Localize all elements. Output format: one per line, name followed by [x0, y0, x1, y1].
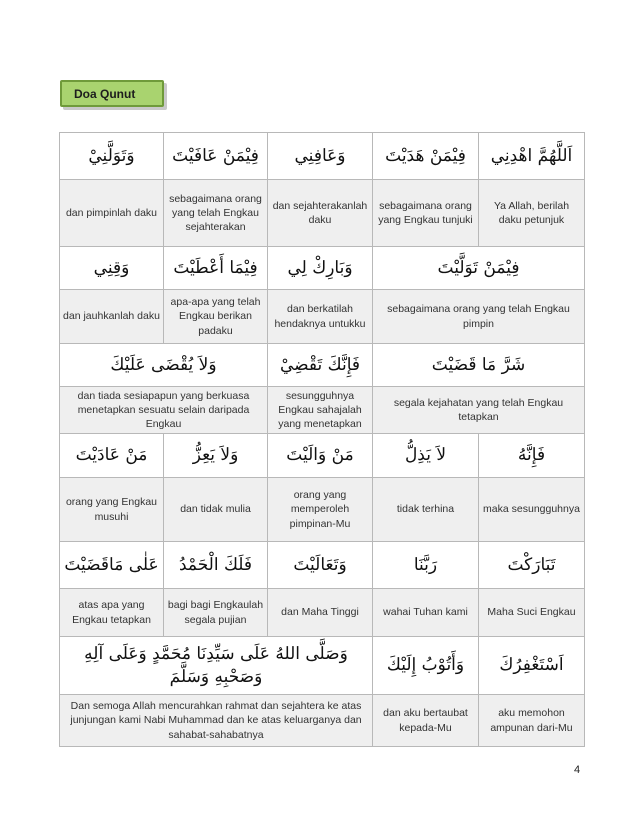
meaning-text: dan sejahterakanlah daku	[268, 180, 373, 247]
meaning-row	[60, 180, 585, 247]
meaning-text: sebagaimana orang yang Engkau tunjuki	[373, 180, 479, 247]
meaning-text: Maha Suci Engkau	[479, 589, 585, 637]
arabic-text: فِيْمَنْ عَافَيْتَ	[164, 133, 268, 180]
arabic-text: وَقِنِي	[60, 247, 164, 290]
meaning-text: dan Maha Tinggi	[268, 589, 373, 637]
meaning-row	[60, 695, 585, 747]
arabic-text: وَعَافِنِي	[268, 133, 373, 180]
meaning-row	[60, 478, 585, 542]
arabic-text: وَتَوَلَّنِيْ	[60, 133, 164, 180]
meaning-text: tidak terhina	[373, 478, 479, 542]
meaning-row	[60, 387, 585, 434]
arabic-text: اَللَّهُمَّ اهْدِنِي	[479, 133, 585, 180]
meaning-text: segala kejahatan yang telah Engkau tetapkan	[373, 387, 585, 434]
arabic-row	[60, 133, 585, 180]
meaning-text: aku memohon ampunan dari-Mu	[479, 695, 585, 747]
meaning-text: apa-apa yang telah Engkau berikan padaku	[164, 290, 268, 344]
arabic-row	[60, 542, 585, 589]
arabic-row	[60, 247, 585, 290]
page-number: 4	[574, 764, 581, 776]
meaning-text: sebagaimana orang yang telah Engkau sejahterakan	[164, 180, 268, 247]
meaning-text: orang yang memperoleh pimpinan-Mu	[268, 478, 373, 542]
meaning-text: Ya Allah, berilah daku petunjuk	[479, 180, 585, 247]
meaning-text: sebagaimana orang yang telah Engkau pimpin	[373, 290, 585, 344]
arabic-text: لاَ يَذِلُّ	[373, 434, 479, 478]
arabic-row	[60, 434, 585, 478]
section-label: Doa Qunut	[60, 80, 164, 107]
arabic-text: فِيْمَا أَعْطَيْتَ	[164, 247, 268, 290]
arabic-text: وَبَارِكْ لِي	[268, 247, 373, 290]
arabic-text: وَصَلَّى اللهُ عَلَى سَيِّدِنَا مُحَمَّدٍ وَعَلَى آلِهِ وَصَحْبِهِ وَسَلَّمَ	[60, 637, 373, 695]
arabic-text: عَلٰى مَاقَضَيْتَ	[60, 542, 164, 589]
meaning-text: Dan semoga Allah mencurahkan rahmat dan sejahtera ke atas junjungan kami Nabi Muhammad dan ke atas keluarganya dan sahabat-sahabatnya	[60, 695, 373, 747]
arabic-text: فَلَكَ الْحَمْدُ	[164, 542, 268, 589]
arabic-row	[60, 637, 585, 695]
meaning-text: atas apa yang Engkau tetapkan	[60, 589, 164, 637]
meaning-text: wahai Tuhan kami	[373, 589, 479, 637]
meaning-text: dan berkatilah hendaknya untukku	[268, 290, 373, 344]
meaning-text: dan tidak mulia	[164, 478, 268, 542]
arabic-text: تَبَارَكْتَ	[479, 542, 585, 589]
meaning-text: dan jauhkanlah daku	[60, 290, 164, 344]
arabic-text: اَسْتَغْفِرُكَ	[479, 637, 585, 695]
arabic-row	[60, 344, 585, 387]
arabic-text: فِيْمَنْ هَدَيْتَ	[373, 133, 479, 180]
meaning-text: orang yang Engkau musuhi	[60, 478, 164, 542]
meaning-text: dan aku bertaubat kepada-Mu	[373, 695, 479, 747]
arabic-text: مَنْ عَادَيْتَ	[60, 434, 164, 478]
meaning-text: dan pimpinlah daku	[60, 180, 164, 247]
dua-table	[59, 132, 585, 747]
arabic-text: رَبَّنَا	[373, 542, 479, 589]
meaning-row	[60, 589, 585, 637]
arabic-text: شَرَّ مَا قَضَيْتَ	[373, 344, 585, 387]
arabic-text: فَإِنَّكَ تَقْضِيْ	[268, 344, 373, 387]
meaning-row	[60, 290, 585, 344]
arabic-text: وَتَعَالَيْتَ	[268, 542, 373, 589]
meaning-text: bagi bagi Engkaulah segala pujian	[164, 589, 268, 637]
meaning-text: sesungguhnya Engkau sahajalah yang menetapkan	[268, 387, 373, 434]
arabic-text: وَأَتُوْبُ إِلَيْكَ	[373, 637, 479, 695]
arabic-text: وَلاَ يَعِزُّ	[164, 434, 268, 478]
meaning-text: maka sesungguhnya	[479, 478, 585, 542]
meaning-text: dan tiada sesiapapun yang berkuasa menetapkan sesuatu selain daripada Engkau	[60, 387, 268, 434]
arabic-text: فِيْمَنْ تَوَلَّيْتَ	[373, 247, 585, 290]
arabic-text: وَلاَ يُقْضَى عَلَيْكَ	[60, 344, 268, 387]
arabic-text: مَنْ وَالَيْتَ	[268, 434, 373, 478]
arabic-text: فَإِنَّهُ	[479, 434, 585, 478]
